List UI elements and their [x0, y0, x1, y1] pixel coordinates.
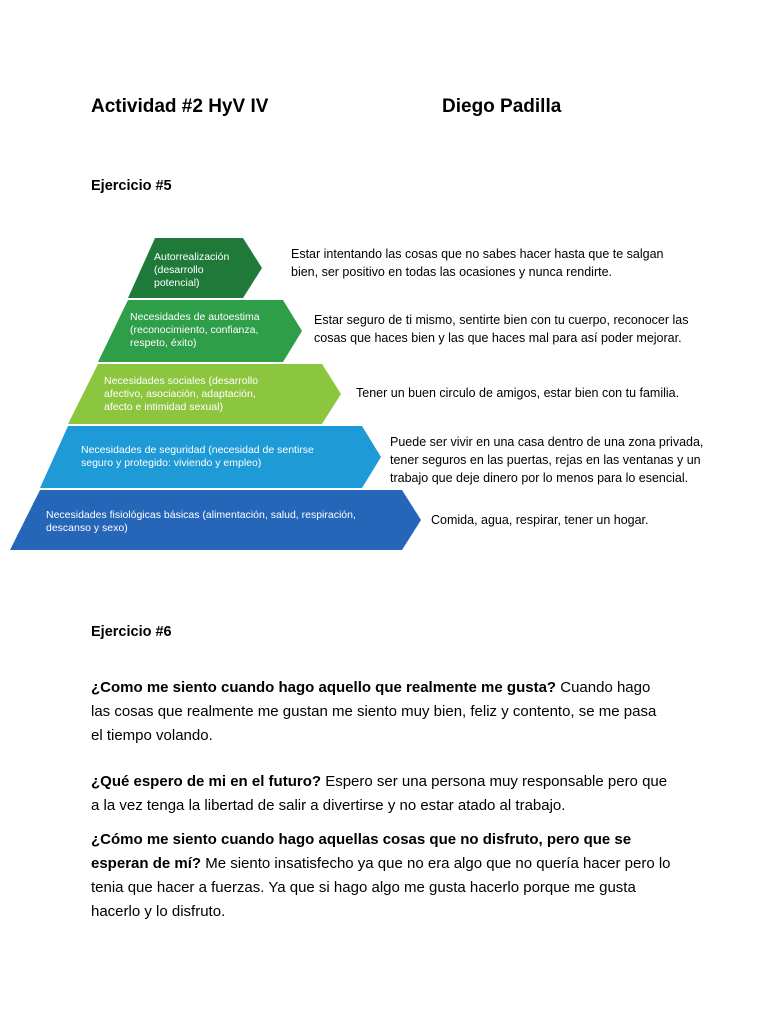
tier-note-physiological: Comida, agua, respirar, tener un hogar. — [431, 513, 649, 527]
document-title: Actividad #2 HyV IV — [91, 96, 269, 117]
answer: Me siento insatisfecho ya que no era algo que no quería hacer pero lo tenia que hacer a fuerzas. Ya que si hago algo me gusta hacerlo porque me gusta hacerlo y lo disfruto. — [91, 855, 671, 920]
tier-label-safety: Necesidades de seguridad (necesidad de sentirse seguro y protegido: viviendo y empleo) — [81, 444, 314, 469]
qa-item — [91, 828, 671, 924]
answer: Cuando hago las cosas que realmente me gustan me siento muy bien, feliz y contento, se me pasa el tiempo volando. — [91, 679, 657, 744]
tier-note-self-actualization: Estar intentando las cosas que no sabes hacer hasta que te salgan bien, ser positivo en todas las ocasiones y nunca rendirte. — [291, 247, 664, 279]
question: ¿Como me siento cuando hago aquello que realmente me gusta? — [91, 679, 557, 696]
exercise-6-heading: Ejercicio #6 — [91, 624, 172, 640]
tier-label-physiological: Necesidades fisiológicas básicas (alimentación, salud, respiración, descanso y sexo) — [46, 509, 356, 534]
exercise-5-heading: Ejercicio #5 — [91, 178, 172, 194]
tier-note-esteem: Estar seguro de ti mismo, sentirte bien con tu cuerpo, reconocer las cosas que haces bien y las que haces mal para así poder mejorar. — [314, 313, 689, 345]
tier-label-esteem: Necesidades de autoestima (reconocimiento, confianza, respeto, éxito) — [130, 311, 260, 349]
tier-note-social: Tener un buen circulo de amigos, estar bien con tu familia. — [356, 386, 680, 400]
tier-note-safety: Puede ser vivir en una casa dentro de una zona privada, tener seguros en las puertas, rejas en las ventanas y un trabajo que deje dinero por lo menos para lo esencial. — [390, 435, 704, 485]
question: ¿Cómo me siento cuando hago aquellas cosas que no disfruto, pero que se esperan de mí? — [91, 831, 632, 872]
qa-item — [91, 676, 671, 748]
qa-item — [91, 770, 671, 818]
tier-label-social: Necesidades sociales (desarrollo afectivo, asociación, adaptación, afecto e intimidad sexual) — [104, 375, 259, 413]
question: ¿Qué espero de mi en el futuro? — [91, 773, 322, 790]
tier-label-self-actualization: Autorrealización (desarrollo potencial) — [154, 251, 230, 289]
answer: Espero ser una persona muy responsable pero que a la vez tenga la libertad de salir a divertirse y no estar atado al trabajo. — [91, 773, 668, 814]
author-name: Diego Padilla — [442, 96, 562, 117]
